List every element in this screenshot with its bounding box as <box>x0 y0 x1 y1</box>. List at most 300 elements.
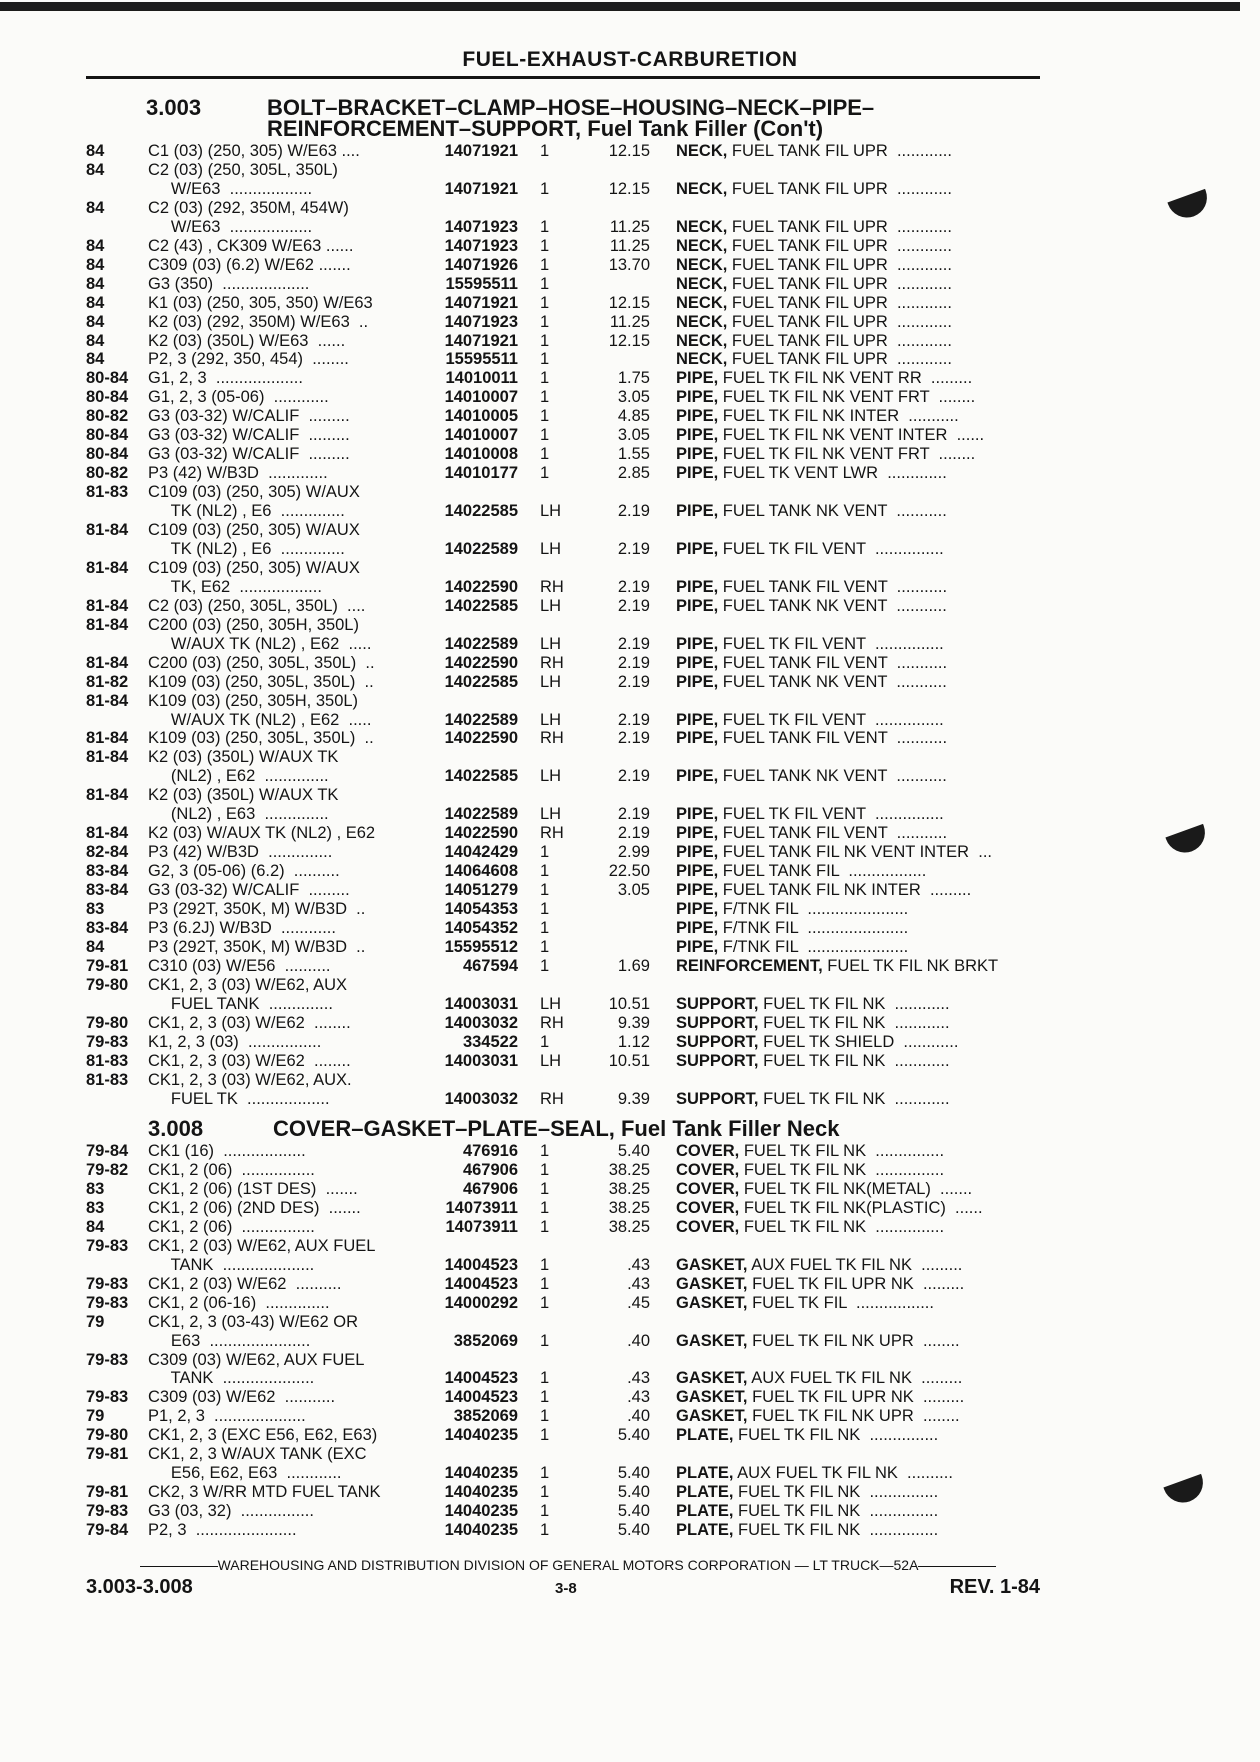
row-part-number: 14010005 <box>444 407 518 426</box>
row-quantity: 1 <box>540 1274 550 1293</box>
row-description <box>676 1407 960 1426</box>
row-description-text: FUEL TK FIL NK ............... <box>733 1521 939 1539</box>
row-description <box>676 1199 983 1218</box>
row-description-noun: PIPE, <box>676 862 719 881</box>
row-years: 81-84 <box>86 653 129 672</box>
table-row <box>0 1313 1260 1332</box>
row-model: CK1, 2 (06) ................ <box>148 1161 315 1179</box>
table-row <box>0 976 1260 995</box>
table-row <box>0 1142 1260 1161</box>
row-description-text: AUX FUEL TK FIL NK .......... <box>733 1464 953 1483</box>
row-model: C310 (03) W/E56 .......... <box>148 956 331 975</box>
row-description <box>676 957 998 976</box>
row-price: 5.40 <box>617 1521 650 1539</box>
row-description-text: FUEL TANK FIL UPR ............ <box>727 274 952 293</box>
table-row <box>0 1294 1260 1313</box>
row-quantity: 1 <box>540 881 550 899</box>
row-price: 22.50 <box>608 862 650 881</box>
table-row <box>0 1275 1260 1294</box>
row-price: 11.25 <box>609 236 650 255</box>
row-quantity: 1 <box>540 956 550 975</box>
row-price: 2.19 <box>617 540 650 558</box>
row-description-text: FUEL TANK NK VENT ........... <box>718 672 947 691</box>
row-description-noun: PIPE, <box>676 843 719 862</box>
table-row <box>0 332 1260 351</box>
row-description-text: FUEL TANK FIL UPR ............ <box>727 142 952 160</box>
row-description <box>676 881 971 900</box>
row-description <box>676 1256 962 1275</box>
row-quantity: 1 <box>540 464 550 483</box>
row-quantity: 1 <box>540 843 550 862</box>
row-description <box>676 1218 944 1237</box>
table-row <box>0 805 1260 824</box>
row-model: CK1, 2 (06) (2ND DES) ....... <box>148 1198 361 1217</box>
row-description <box>676 1090 950 1109</box>
table-row <box>0 1426 1260 1445</box>
table-row <box>0 1502 1260 1521</box>
row-description <box>676 1033 958 1052</box>
row-description-text: FUEL TANK NK VENT ........... <box>718 502 947 521</box>
row-price: 38.25 <box>608 1179 650 1198</box>
table-row <box>0 1388 1260 1407</box>
table-row <box>0 767 1260 786</box>
row-price: 38.25 <box>608 1217 650 1236</box>
row-model: G3 (350) ................... <box>148 274 310 293</box>
row-quantity: RH <box>540 729 564 748</box>
row-model: G3 (03-32) W/CALIF ......... <box>148 407 350 426</box>
table-row <box>0 692 1260 711</box>
row-part-number: 14022589 <box>444 540 518 558</box>
row-part-number: 14010007 <box>444 426 518 445</box>
row-description-text: F/TNK FIL ...................... <box>718 937 909 956</box>
table-row <box>0 142 1260 161</box>
row-description-noun: PIPE, <box>676 369 719 388</box>
row-description-noun: NECK, <box>676 255 728 274</box>
row-quantity: 1 <box>540 255 550 274</box>
table-row <box>0 881 1260 900</box>
row-description-text: FUEL TK FIL NK VENT FRT ........ <box>718 388 976 407</box>
row-price: 2.19 <box>617 502 650 521</box>
row-years: 84 <box>86 1217 105 1236</box>
row-description <box>676 805 944 824</box>
row-description-text: FUEL TK FIL NK ............ <box>758 994 950 1013</box>
row-description-noun: COVER, <box>676 1217 740 1236</box>
footer-revision: REV. 1-84 <box>949 1576 1040 1598</box>
row-model: E63 ...................... <box>148 1331 311 1350</box>
row-years: 79-83 <box>86 1293 129 1312</box>
row-model: FUEL TANK .............. <box>148 994 333 1013</box>
row-quantity: LH <box>540 596 562 615</box>
row-description-noun: COVER, <box>676 1142 740 1160</box>
row-quantity: 1 <box>540 1179 550 1198</box>
row-model: P3 (292T, 350K, M) W/B3D .. <box>148 937 366 956</box>
row-description-text: FUEL TK FIL UPR NK ......... <box>747 1274 965 1293</box>
row-model: (NL2) , E63 .............. <box>148 805 329 824</box>
row-description-noun: PIPE, <box>676 672 719 691</box>
row-quantity: 1 <box>540 1464 550 1483</box>
table-row <box>0 1033 1260 1052</box>
row-description-text: FUEL TK FIL VENT ............... <box>718 540 944 558</box>
row-price: 2.99 <box>617 843 650 862</box>
row-description-noun: NECK, <box>676 179 728 198</box>
table-row <box>0 729 1260 748</box>
row-description-text: FUEL TANK FIL UPR ............ <box>727 255 952 274</box>
table-row <box>0 1237 1260 1256</box>
table-row <box>0 597 1260 616</box>
row-years: 80-82 <box>86 407 129 426</box>
row-price: 2.19 <box>617 634 650 653</box>
row-description <box>676 995 950 1014</box>
title-rule <box>86 76 1040 79</box>
row-description-noun: PLATE, <box>676 1426 734 1445</box>
row-description-text: FUEL TK FIL UPR NK ......... <box>747 1388 965 1407</box>
row-quantity: 1 <box>540 1388 550 1407</box>
row-quantity: 1 <box>540 1293 550 1312</box>
row-part-number: 476916 <box>462 1142 518 1160</box>
table-row <box>0 578 1260 597</box>
row-description <box>676 597 947 616</box>
row-description-noun: PIPE, <box>676 634 719 653</box>
row-part-number: 14071923 <box>444 217 518 236</box>
row-description-noun: REINFORCEMENT, <box>676 956 823 975</box>
table-row <box>0 256 1260 275</box>
row-description-text: FUEL TANK FIL UPR ............ <box>727 236 952 255</box>
row-description <box>676 729 947 748</box>
row-part-number: 14022585 <box>444 672 518 691</box>
row-description-noun: PIPE, <box>676 900 719 918</box>
row-description <box>676 1426 938 1445</box>
table-row <box>0 161 1260 180</box>
row-description-noun: PLATE, <box>676 1521 734 1539</box>
row-price: 5.40 <box>617 1426 650 1445</box>
row-quantity: 1 <box>540 862 550 881</box>
row-price: .43 <box>627 1274 650 1293</box>
row-model: G3 (03-32) W/CALIF ......... <box>148 426 350 445</box>
row-description-noun: PIPE, <box>676 767 719 786</box>
row-model: C2 (43) , CK309 W/E63 ...... <box>148 236 354 255</box>
row-price: 1.55 <box>617 445 650 464</box>
row-years: 81-83 <box>86 1051 129 1070</box>
row-years: 81-84 <box>86 596 129 615</box>
row-description-noun: GASKET, <box>676 1369 748 1388</box>
row-description-text: F/TNK FIL ...................... <box>718 900 909 918</box>
row-price: 2.19 <box>617 596 650 615</box>
row-model: G3 (03-32) W/CALIF ......... <box>148 881 350 899</box>
row-description <box>676 1294 934 1313</box>
row-model: K2 (03) (350L) W/E63 ...... <box>148 331 346 350</box>
footer-rule-right <box>918 1566 996 1567</box>
row-years: 83 <box>86 900 105 918</box>
table-row <box>0 1161 1260 1180</box>
row-description-text: FUEL TK FIL NK ............ <box>758 1089 950 1108</box>
row-years: 79-84 <box>86 1521 129 1539</box>
table-row <box>0 1332 1260 1351</box>
row-part-number: 14003031 <box>444 1051 518 1070</box>
row-quantity: 1 <box>540 1142 550 1160</box>
row-description-text: FUEL TK FIL NK ............... <box>739 1142 945 1160</box>
row-years: 83 <box>86 1179 105 1198</box>
row-quantity: 1 <box>540 1331 550 1350</box>
row-model: TANK .................... <box>148 1255 315 1274</box>
row-description-noun: GASKET, <box>676 1274 748 1293</box>
row-description <box>676 767 947 786</box>
row-years: 79-83 <box>86 1502 129 1520</box>
row-description <box>676 445 975 464</box>
table-row <box>0 1071 1260 1090</box>
row-description <box>676 464 947 483</box>
table-row <box>0 1521 1260 1540</box>
row-description <box>676 843 992 862</box>
row-quantity: 1 <box>540 1255 550 1274</box>
row-description-text: FUEL TK FIL NK ............... <box>739 1217 945 1236</box>
row-description-noun: NECK, <box>676 142 728 160</box>
row-description-text: FUEL TK FIL NK UPR ........ <box>747 1331 960 1350</box>
row-model: CK1, 2, 3 (03-43) W/E62 OR <box>148 1312 358 1331</box>
row-part-number: 14022590 <box>444 577 518 596</box>
row-price: 4.85 <box>617 407 650 426</box>
row-years: 84 <box>86 937 105 956</box>
row-description-noun: PIPE, <box>676 881 719 899</box>
row-description-text: FUEL TK FIL NK INTER ........... <box>718 407 959 426</box>
row-description <box>676 578 947 597</box>
row-description <box>676 1369 962 1388</box>
row-quantity: 1 <box>540 1198 550 1217</box>
row-description-noun: PIPE, <box>676 426 719 445</box>
row-quantity: 1 <box>540 1521 550 1539</box>
row-description <box>676 635 944 654</box>
table-row <box>0 938 1260 957</box>
row-description <box>676 900 908 919</box>
row-price: 2.85 <box>617 464 650 483</box>
table-row <box>0 1464 1260 1483</box>
row-years: 83-84 <box>86 918 129 937</box>
table-row <box>0 426 1260 445</box>
row-description-text: FUEL TK FIL NK ............... <box>739 1161 945 1179</box>
table-row <box>0 388 1260 407</box>
row-description <box>676 1521 938 1540</box>
row-description-text: FUEL TK FIL VENT ............... <box>718 805 944 824</box>
row-quantity: LH <box>540 710 562 729</box>
footer-page-number: 3-8 <box>555 1580 577 1597</box>
row-quantity: 1 <box>540 445 550 464</box>
row-years: 84 <box>86 236 105 255</box>
row-price: .45 <box>627 1293 650 1312</box>
row-years: 79-81 <box>86 1483 129 1502</box>
row-quantity: LH <box>540 634 562 653</box>
section-title-line2: REINFORCEMENT–SUPPORT, Fuel Tank Filler (Con't) <box>267 116 824 141</box>
row-years: 84 <box>86 142 105 160</box>
row-description-text: FUEL TK VENT LWR ............. <box>718 464 947 483</box>
row-description-text: FUEL TK FIL NK ............ <box>758 1013 950 1032</box>
row-description-text: FUEL TANK FIL UPR ............ <box>727 293 952 312</box>
table-row <box>0 1014 1260 1033</box>
row-model: P3 (6.2J) W/B3D ............ <box>148 918 336 937</box>
row-price: .40 <box>627 1331 650 1350</box>
row-model: CK1, 2 (06-16) .............. <box>148 1293 330 1312</box>
row-description <box>676 824 947 843</box>
section-number: 3.003 <box>146 95 202 120</box>
row-part-number: 15595512 <box>444 937 518 956</box>
footer-division-text: WAREHOUSING AND DISTRIBUTION DIVISION OF GENERAL MOTORS CORPORATION — LT TRUCK—52A <box>217 1557 919 1573</box>
row-description-text: FUEL TK FIL NK ............... <box>733 1426 939 1445</box>
footer-rule-left <box>140 1566 218 1567</box>
row-part-number: 14040235 <box>444 1483 518 1502</box>
row-years: 84 <box>86 160 105 179</box>
table-row <box>0 407 1260 426</box>
row-price: 12.15 <box>608 142 650 160</box>
row-model: (NL2) , E62 .............. <box>148 767 329 786</box>
row-quantity: RH <box>540 1089 564 1108</box>
row-description-text: FUEL TANK FIL UPR ............ <box>727 179 952 198</box>
row-description-noun: SUPPORT, <box>676 994 759 1013</box>
row-description-text: FUEL TANK FIL UPR ............ <box>727 331 952 350</box>
row-price: 3.05 <box>617 388 650 407</box>
row-model: K1 (03) (250, 305, 350) W/E63 <box>148 293 373 312</box>
row-price: 13.70 <box>608 255 650 274</box>
row-part-number: 14004523 <box>444 1388 518 1407</box>
row-quantity: LH <box>540 502 562 521</box>
row-years: 81-84 <box>86 786 129 805</box>
row-price: 2.19 <box>617 767 650 786</box>
row-description-noun: NECK, <box>676 217 728 236</box>
row-description-text: FUEL TK FIL NK ............... <box>733 1502 939 1520</box>
row-description-text: FUEL TANK NK VENT ........... <box>718 596 947 615</box>
table-row <box>0 1369 1260 1388</box>
row-description-text: FUEL TK FIL NK ............ <box>758 1051 950 1070</box>
row-description <box>676 1014 950 1033</box>
row-years: 80-84 <box>86 369 129 388</box>
row-model: K2 (03) (350L) W/AUX TK <box>148 748 339 767</box>
table-row <box>0 483 1260 502</box>
row-part-number: 14003031 <box>444 994 518 1013</box>
row-description <box>676 1161 944 1180</box>
section-title-line1: BOLT–BRACKET–CLAMP–HOSE–HOUSING–NECK–PIPE– <box>267 95 875 120</box>
row-description <box>676 1388 964 1407</box>
table-row <box>0 521 1260 540</box>
row-years: 80-84 <box>86 445 129 464</box>
row-description-text: FUEL TANK FIL NK VENT INTER ... <box>718 843 993 862</box>
table-row <box>0 445 1260 464</box>
row-part-number: 14071921 <box>444 331 518 350</box>
row-description-noun: SUPPORT, <box>676 1089 759 1108</box>
row-model: TANK .................... <box>148 1369 315 1388</box>
row-description <box>676 256 952 275</box>
table-row <box>0 1256 1260 1275</box>
table-row <box>0 1180 1260 1199</box>
row-model: K109 (03) (250, 305L, 350L) .. <box>148 672 374 691</box>
row-model: CK1, 2 (06) (1ST DES) ....... <box>148 1179 358 1198</box>
row-quantity: RH <box>540 1013 564 1032</box>
row-quantity: 1 <box>540 350 550 369</box>
row-description-noun: PIPE, <box>676 596 719 615</box>
row-model: P3 (42) W/B3D ............. <box>148 464 328 483</box>
row-model: G1, 2, 3 (05-06) ............ <box>148 388 329 407</box>
row-price: 38.25 <box>608 1198 650 1217</box>
table-row <box>0 748 1260 767</box>
row-part-number: 14010011 <box>445 369 518 388</box>
table-row <box>0 1199 1260 1218</box>
row-part-number: 3852069 <box>453 1407 518 1426</box>
row-description-text: FUEL TANK FIL VENT ........... <box>718 577 948 596</box>
row-description <box>676 426 984 445</box>
row-price: 5.40 <box>617 1502 650 1520</box>
row-part-number: 14022585 <box>444 596 518 615</box>
row-model: C1 (03) (250, 305) W/E63 .... <box>148 142 360 160</box>
row-part-number: 14064608 <box>444 862 518 881</box>
table-row <box>0 502 1260 521</box>
row-model: C2 (03) (292, 350M, 454W) <box>148 198 349 217</box>
row-price: .43 <box>627 1255 650 1274</box>
table-row <box>0 786 1260 805</box>
row-price: 2.19 <box>617 577 650 596</box>
row-model: CK1, 2, 3 (03) W/E62, AUX. <box>148 1070 352 1089</box>
row-years: 79-83 <box>86 1032 129 1051</box>
row-quantity: LH <box>540 672 562 691</box>
row-model: G1, 2, 3 ................... <box>148 369 303 388</box>
row-description-noun: GASKET, <box>676 1293 748 1312</box>
row-description-text: FUEL TANK FIL UPR ............ <box>727 312 952 331</box>
row-years: 84 <box>86 293 105 312</box>
row-description-noun: GASKET, <box>676 1407 748 1426</box>
row-description <box>676 1180 972 1199</box>
row-years: 79-81 <box>86 956 129 975</box>
row-years: 81-84 <box>86 748 129 767</box>
row-description-noun: PIPE, <box>676 388 719 407</box>
row-years: 84 <box>86 274 105 293</box>
row-part-number: 14071923 <box>444 312 518 331</box>
row-years: 79-84 <box>86 1142 129 1160</box>
row-years: 84 <box>86 331 105 350</box>
row-model: C2 (03) (250, 305L, 350L) .... <box>148 596 366 615</box>
row-description <box>676 1483 938 1502</box>
row-description-noun: NECK, <box>676 312 728 331</box>
row-model: CK1, 2, 3 (03) W/E62 ........ <box>148 1013 351 1032</box>
row-description <box>676 1275 964 1294</box>
row-part-number: 14071921 <box>444 179 518 198</box>
row-model: G3 (03, 32) ................ <box>148 1502 314 1520</box>
row-price: .43 <box>627 1369 650 1388</box>
row-part-number: 14000292 <box>444 1293 518 1312</box>
row-years: 84 <box>86 350 105 369</box>
row-price: 9.39 <box>617 1013 650 1032</box>
row-description-text: FUEL TK FIL NK VENT RR ......... <box>718 369 973 388</box>
row-part-number: 14040235 <box>444 1464 518 1483</box>
table-row <box>0 1483 1260 1502</box>
row-model: C200 (03) (250, 305L, 350L) .. <box>148 653 375 672</box>
row-part-number: 14022590 <box>444 729 518 748</box>
row-description <box>676 1332 960 1351</box>
row-description <box>676 1502 938 1521</box>
row-description-noun: PIPE, <box>676 540 719 558</box>
row-description-noun: PIPE, <box>676 445 719 464</box>
table-row <box>0 540 1260 559</box>
row-quantity: 1 <box>540 900 550 918</box>
row-quantity: 1 <box>540 312 550 331</box>
row-description-noun: COVER, <box>676 1161 740 1179</box>
row-description-noun: GASKET, <box>676 1388 748 1407</box>
row-model: TK, E62 .................. <box>148 577 322 596</box>
row-years: 79-83 <box>86 1274 129 1293</box>
row-quantity: 1 <box>540 293 550 312</box>
row-description-text: FUEL TANK FIL VENT ........... <box>718 653 948 672</box>
row-description-text: AUX FUEL TK FIL NK ......... <box>747 1255 963 1274</box>
row-model: K1, 2, 3 (03) ................ <box>148 1032 322 1051</box>
row-quantity: 1 <box>540 142 550 160</box>
table-row <box>0 1445 1260 1464</box>
row-description-noun: PIPE, <box>676 824 719 843</box>
table-row <box>0 711 1260 730</box>
row-model: CK1, 2, 3 (EXC E56, E62, E63) <box>148 1426 378 1445</box>
